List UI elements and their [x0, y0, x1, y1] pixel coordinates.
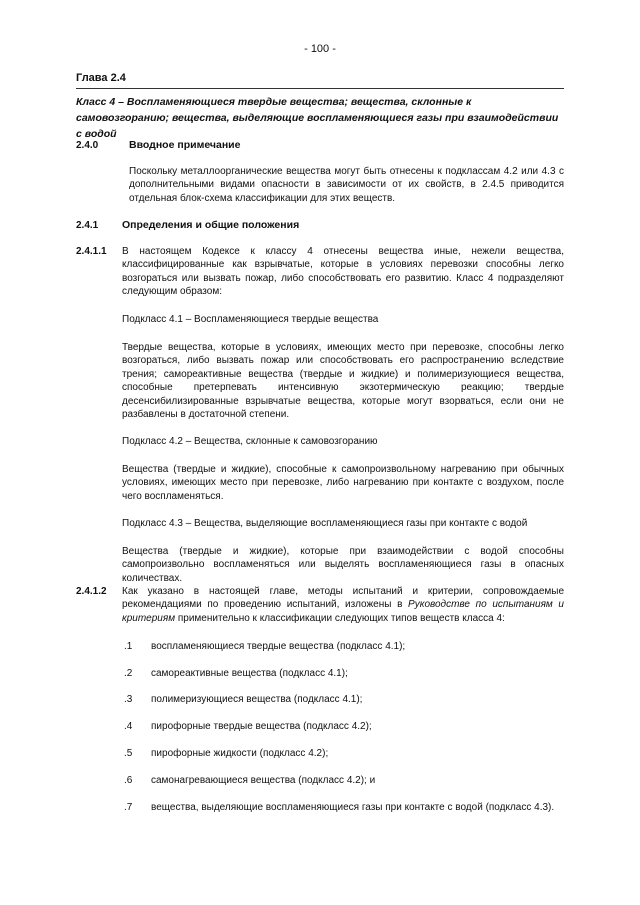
class-4-definition-text: В настоящем Кодексе к классу 4 отнесены вещества иные, нежели вещества, классифицированные как взрывчатые, которые в условиях перевозки способны легко возгораться или вызвать пожар, либо способствовать его развитию. Класс 4 подразделяют следующим образом:	[122, 246, 564, 298]
list-item-number: .7	[124, 802, 133, 813]
manual-of-tests-reference: Руководстве по испытаниям и критериям	[122, 599, 564, 624]
list-item: воспламеняющиеся твердые вещества (подкласс 4.1);	[151, 641, 406, 652]
list-item-number: .2	[124, 668, 133, 679]
division-4-1-text: Твердые вещества, которые в условиях, имеющих место при перевозке, способны легко возгораться, либо вызвать пожар или способствовать его распространению вследствие трения; самореактивные вещества (твердые и жидкие) и полимеризующиеся вещества, способные претерпевать интенсивную экзотермическую реакцию; твердые десенсибилизированные взрывчатые вещества, которые могут взорваться, если они не разбавлены в достаточной степени.	[122, 342, 564, 421]
chapter-title: Класс 4 – Воспламеняющиеся твердые вещества; вещества, склонные к самовозгоранию; вещества, выделяющие воспламеняющиеся газы при взаимодействии с водой	[76, 96, 559, 140]
list-item: самонагревающиеся вещества (подкласс 4.2); и	[151, 775, 376, 786]
section-number-2-4-1-1: 2.4.1.1	[76, 246, 107, 257]
section-number-2-4-0: 2.4.0	[76, 140, 99, 151]
list-item-number: .4	[124, 721, 133, 732]
list-item: самореактивные вещества (подкласс 4.1);	[151, 668, 348, 679]
division-4-3-text: Вещества (твердые и жидкие), которые при взаимодействии с водой способны самопроизвольно воспламеняться или выделять воспламеняющиеся газы в опасных количествах.	[122, 546, 564, 584]
list-item-number: .3	[124, 694, 133, 705]
list-item: пирофорные жидкости (подкласс 4.2);	[151, 748, 329, 759]
section-number-2-4-1: 2.4.1	[76, 220, 99, 231]
list-item: пирофорные твердые вещества (подкласс 4.2);	[151, 721, 372, 732]
division-4-1-title: Подкласс 4.1 – Воспламеняющиеся твердые вещества	[122, 314, 379, 325]
section-number-2-4-1-2: 2.4.1.2	[76, 586, 107, 597]
list-item-number: .6	[124, 775, 133, 786]
section-heading-introductory-note: Вводное примечание	[129, 139, 241, 151]
division-4-2-text: Вещества (твердые и жидкие), способные к самопроизвольному нагреванию при обычных условиях, имеющих место при перевозке, либо нагреванию при контакте с воздухом, после чего воспламеняться.	[122, 464, 564, 502]
list-item-number: .1	[124, 641, 133, 652]
division-4-2-title: Подкласс 4.2 – Вещества, склонные к самовозгоранию	[122, 436, 378, 447]
section-heading-definitions: Определения и общие положения	[122, 219, 300, 231]
page-number: - 100 -	[304, 43, 336, 55]
introductory-note-text: Поскольку металлоорганические вещества могут быть отнесены к подклассам 4.2 или 4.3 с дополнительными видами опасности в зависимости от их свойств, в 2.4.5 приводится отдельная блок-схема классификации для этих веществ.	[129, 166, 564, 204]
list-item: вещества, выделяющие воспламеняющиеся газы при контакте с водой (подкласс 4.3).	[151, 802, 555, 813]
list-item-number: .5	[124, 748, 133, 759]
test-methods-text: Как указано в настоящей главе, методы испытаний и критерии, сопровождаемые рекомендациями по проведению испытаний, изложены в Руководстве по испытаниям и критериям применительно к классификации следующих типов веществ класса 4:	[122, 586, 564, 624]
chapter-heading: Глава 2.4	[76, 72, 126, 84]
list-item: полимеризующиеся вещества (подкласс 4.1);	[151, 694, 363, 705]
chapter-divider	[76, 88, 564, 89]
division-4-3-title: Подкласс 4.3 – Вещества, выделяющие воспламеняющиеся газы при контакте с водой	[122, 518, 528, 529]
